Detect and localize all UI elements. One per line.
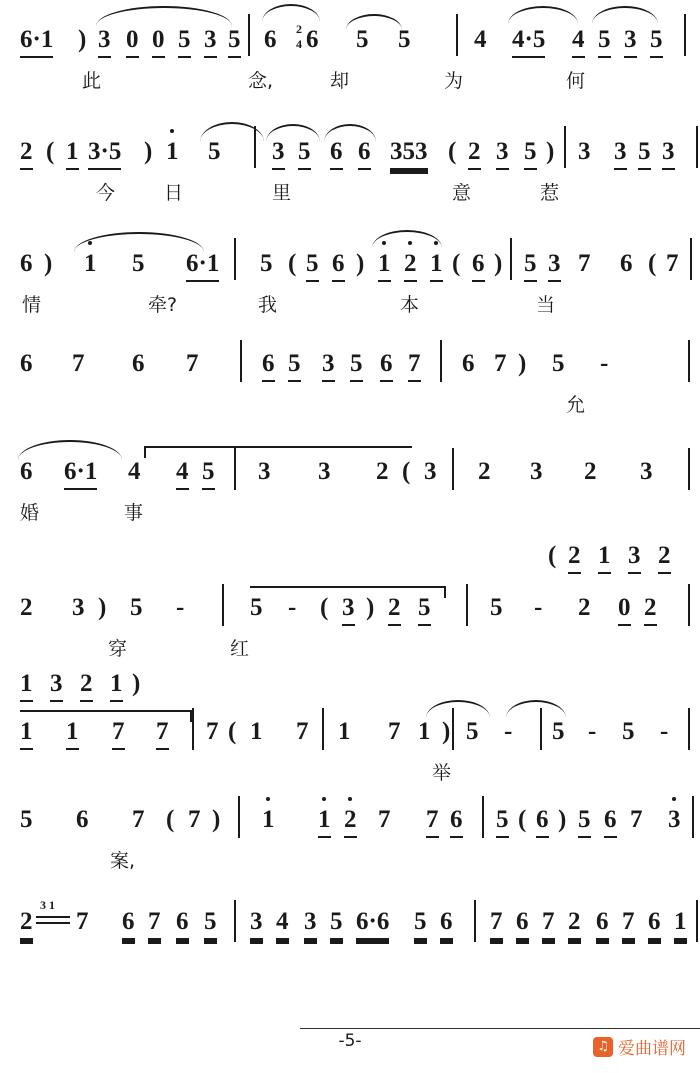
tie-line	[20, 710, 192, 712]
slur-arc	[18, 440, 122, 460]
note: 6	[516, 908, 529, 940]
barline	[452, 448, 454, 490]
note: 5	[250, 594, 263, 621]
note: 6	[648, 908, 661, 940]
barline	[564, 126, 566, 168]
slur-arc	[372, 230, 442, 248]
music-system-2	[0, 118, 700, 228]
note: 5	[650, 26, 663, 58]
site-watermark	[593, 1034, 686, 1059]
note: 3	[424, 458, 437, 485]
music-system-5	[0, 434, 700, 542]
note: 1	[674, 908, 687, 940]
slur-arc	[506, 700, 566, 718]
note: 6	[380, 350, 393, 382]
note: 5	[598, 26, 611, 58]
note: 6	[472, 250, 485, 282]
note: 3	[662, 138, 675, 170]
note: 6	[176, 908, 189, 940]
note: (	[320, 594, 329, 621]
lyric: 里	[272, 182, 292, 204]
note-upper: 1	[20, 670, 33, 702]
lyric: 当	[536, 294, 556, 316]
barline	[684, 14, 686, 56]
note: 5	[208, 138, 221, 165]
note: 4·5	[512, 26, 545, 58]
note: 7	[490, 908, 503, 940]
note: 2	[20, 908, 33, 940]
barline	[238, 796, 240, 838]
barline	[234, 238, 236, 280]
note: 5	[330, 908, 343, 940]
slur-arc	[346, 14, 402, 30]
note: 5	[496, 806, 509, 838]
barline	[696, 900, 698, 942]
lyric: 惹	[540, 182, 560, 204]
note: 5	[130, 594, 143, 621]
note: 5	[306, 250, 319, 282]
note: 1	[378, 250, 391, 282]
note-upper: 2	[568, 542, 581, 574]
lyric: 为	[444, 70, 464, 92]
tie-hook	[444, 586, 446, 598]
note: 1	[418, 718, 431, 745]
music-system-4	[0, 334, 700, 434]
note: )	[546, 138, 555, 165]
barline	[222, 584, 224, 626]
lyric: 我	[258, 294, 278, 316]
note: 7	[148, 908, 161, 940]
note: )	[366, 594, 375, 621]
note: 7	[206, 718, 219, 745]
slur-arc	[592, 6, 658, 24]
note: 3	[304, 908, 317, 940]
note-upper: 1	[110, 670, 123, 702]
note: 1	[250, 718, 263, 745]
note: 6	[462, 350, 475, 377]
note: )	[356, 250, 365, 277]
note: (	[452, 250, 461, 277]
lyric: 本	[400, 294, 420, 316]
note: 2	[478, 458, 491, 485]
note: )	[144, 138, 153, 165]
barline	[688, 584, 690, 626]
note: 0	[618, 594, 631, 626]
note: 6	[358, 138, 371, 170]
note: 6	[536, 806, 549, 838]
barline	[482, 796, 484, 838]
note: -	[588, 718, 597, 745]
note: 7	[630, 806, 643, 833]
note-upper: 1	[598, 542, 611, 574]
note: 5	[288, 350, 301, 382]
note: -	[176, 594, 185, 621]
music-note-icon: ♫	[593, 1037, 613, 1057]
note: 6·1	[64, 458, 97, 490]
barline	[192, 708, 194, 750]
music-system-6	[0, 542, 700, 670]
note: 5	[524, 138, 537, 170]
slur-arc	[74, 232, 204, 252]
note: 5	[228, 26, 241, 58]
note: 6·1	[186, 250, 219, 282]
note: 1	[166, 138, 179, 165]
lyric: 婚	[20, 502, 40, 524]
note: 3	[530, 458, 543, 485]
note: 2	[404, 250, 417, 282]
note-upper: 3	[50, 670, 63, 702]
note: 1	[262, 806, 275, 833]
note: 5	[524, 250, 537, 282]
music-system-3	[0, 228, 700, 334]
note: 7	[542, 908, 555, 940]
barline	[440, 340, 442, 382]
barline	[696, 126, 698, 168]
note: 3	[98, 26, 111, 58]
note: 6·1	[20, 26, 53, 58]
note: 7	[186, 350, 199, 377]
barline	[452, 708, 454, 750]
note: 1	[66, 718, 79, 750]
note: 6	[20, 458, 33, 485]
note-upper: (	[548, 542, 557, 569]
note: 2	[468, 138, 481, 170]
lyric: 牵?	[148, 294, 178, 316]
note-upper: 2	[658, 542, 671, 574]
note: 5	[466, 718, 479, 745]
note: 6	[264, 26, 277, 53]
note: 3	[272, 138, 285, 170]
barline	[688, 340, 690, 382]
lyric: 念,	[248, 70, 274, 92]
note: 2	[568, 908, 581, 940]
note: 2	[20, 138, 33, 170]
note: 6	[122, 908, 135, 940]
note: -	[534, 594, 543, 621]
note: 5	[204, 908, 217, 940]
barline	[234, 448, 236, 490]
note: 7	[378, 806, 391, 833]
note: )	[44, 250, 53, 277]
note: 3	[250, 908, 263, 940]
barline	[248, 14, 250, 56]
note: 6	[450, 806, 463, 838]
barline	[540, 708, 542, 750]
note: 3	[496, 138, 509, 170]
note: 5	[298, 138, 311, 170]
note: 6	[76, 806, 89, 833]
note: 1	[338, 718, 351, 745]
note: 6	[306, 26, 319, 53]
note: 3	[258, 458, 271, 485]
note: 5	[132, 250, 145, 277]
note: 1	[66, 138, 79, 170]
note: 1	[20, 718, 33, 750]
note: 353	[390, 138, 428, 170]
note-upper: )	[132, 670, 141, 697]
slur-arc	[262, 4, 320, 22]
note: 2	[20, 594, 33, 621]
note: 2	[578, 594, 591, 621]
note: 6	[262, 350, 275, 382]
note: 4	[276, 908, 289, 940]
note: 5	[578, 806, 591, 838]
lyric: 却	[330, 70, 350, 92]
note: 7	[156, 718, 169, 750]
note: 5	[20, 806, 33, 833]
note: 6	[330, 138, 343, 170]
note: 5	[260, 250, 273, 277]
music-system-9	[0, 896, 700, 970]
lyric: 何	[566, 70, 586, 92]
barline	[690, 238, 692, 280]
note: 7	[72, 350, 85, 377]
music-system-1	[0, 0, 700, 118]
tie-line	[250, 586, 446, 588]
lyric: 穿	[108, 638, 128, 660]
note: 5	[350, 350, 363, 382]
note: 4	[572, 26, 585, 58]
barline	[688, 708, 690, 750]
lyric: 今	[96, 182, 116, 204]
note: 7	[666, 250, 679, 277]
note: 6	[20, 350, 33, 377]
note: 3	[318, 458, 331, 485]
note: 2	[376, 458, 389, 485]
note: 3	[72, 594, 85, 621]
note: 7	[622, 908, 635, 940]
note: 5	[398, 26, 411, 53]
page-number: -5-	[338, 1031, 362, 1051]
note: 2	[584, 458, 597, 485]
note: )	[78, 26, 87, 53]
slur-arc	[508, 6, 578, 24]
barline	[688, 448, 690, 490]
note: 3	[548, 250, 561, 282]
note: 3	[342, 594, 355, 626]
note: 4	[128, 458, 141, 485]
note: )	[518, 350, 527, 377]
note: 6	[440, 908, 453, 940]
note: 3	[640, 458, 653, 485]
note: )	[212, 806, 221, 833]
music-system-7	[0, 670, 700, 792]
lyric: 举	[432, 762, 452, 784]
note: )	[442, 718, 451, 745]
note: 4	[176, 458, 189, 490]
note: 7	[408, 350, 421, 382]
note: 7	[296, 718, 309, 745]
barline	[466, 584, 468, 626]
note: 7	[494, 350, 507, 377]
note: 5	[418, 594, 431, 626]
note: 6	[596, 908, 609, 940]
note: -	[504, 718, 513, 745]
note: 7	[112, 718, 125, 750]
lyric: 情	[22, 294, 42, 316]
footer-divider	[300, 1028, 700, 1029]
note: (	[288, 250, 297, 277]
tie-line	[144, 446, 412, 448]
barline	[474, 900, 476, 942]
note: 7	[578, 250, 591, 277]
barline	[254, 126, 256, 168]
note: 3	[578, 138, 591, 165]
barline	[510, 238, 512, 280]
note: 6·6	[356, 908, 389, 940]
barline	[322, 708, 324, 750]
note: 5	[356, 26, 369, 53]
note: 1	[318, 806, 331, 838]
note: 5	[414, 908, 427, 940]
note: (	[518, 806, 527, 833]
note: (	[166, 806, 175, 833]
note: 5	[490, 594, 503, 621]
note: 5	[202, 458, 215, 490]
music-system-8	[0, 792, 700, 896]
note: 5	[622, 718, 635, 745]
note: (	[448, 138, 457, 165]
note-upper: 2	[80, 670, 93, 702]
note: 6	[604, 806, 617, 838]
lyric: 案,	[110, 850, 136, 872]
note: 7	[188, 806, 201, 833]
note: 1	[84, 250, 97, 277]
note: 0	[152, 26, 165, 58]
lyric: 意	[452, 182, 472, 204]
lyric: 红	[230, 638, 250, 660]
note: 3	[614, 138, 627, 170]
note: 6	[620, 250, 633, 277]
note: 6	[132, 350, 145, 377]
note: )	[558, 806, 567, 833]
barline	[234, 900, 236, 942]
ornament-beam	[36, 916, 70, 918]
note: (	[402, 458, 411, 485]
note: 6	[20, 250, 33, 277]
grace-note-ornament: 3 1	[40, 898, 55, 912]
note: (	[648, 250, 657, 277]
note: 6	[332, 250, 345, 282]
lyric: 日	[164, 182, 184, 204]
note: 5	[552, 718, 565, 745]
note: 3·5	[88, 138, 121, 170]
note: 7	[388, 718, 401, 745]
barline	[240, 340, 242, 382]
note: 1	[430, 250, 443, 282]
note: 7	[132, 806, 145, 833]
note: 7	[426, 806, 439, 838]
note: -	[660, 718, 669, 745]
note: )	[494, 250, 503, 277]
ornament-beam	[36, 922, 70, 924]
note: (	[46, 138, 55, 165]
note: )	[98, 594, 107, 621]
note: 5	[178, 26, 191, 58]
note: 2	[644, 594, 657, 626]
note: 2	[388, 594, 401, 626]
note-upper: 3	[628, 542, 641, 574]
note: 5	[552, 350, 565, 377]
note: -	[288, 594, 297, 621]
note: -	[600, 350, 609, 377]
note: 7	[76, 908, 89, 935]
note: 4	[474, 26, 487, 53]
note: 3	[668, 806, 681, 833]
note: 0	[126, 26, 139, 58]
tie-hook	[144, 446, 146, 458]
barline	[692, 796, 694, 838]
note: 2	[344, 806, 357, 838]
slur-arc	[426, 700, 490, 718]
note: 3	[322, 350, 335, 382]
ornament-mark: 2 4	[296, 22, 302, 51]
lyric: 事	[124, 502, 144, 524]
note: (	[228, 718, 237, 745]
lyric: 此	[82, 70, 102, 92]
lyric: 允	[566, 394, 586, 416]
note: 5	[638, 138, 651, 170]
barline	[456, 14, 458, 56]
slur-arc	[96, 6, 232, 26]
note: 3	[624, 26, 637, 58]
watermark-label: 爱曲谱网	[618, 1039, 686, 1059]
note: 3	[204, 26, 217, 58]
